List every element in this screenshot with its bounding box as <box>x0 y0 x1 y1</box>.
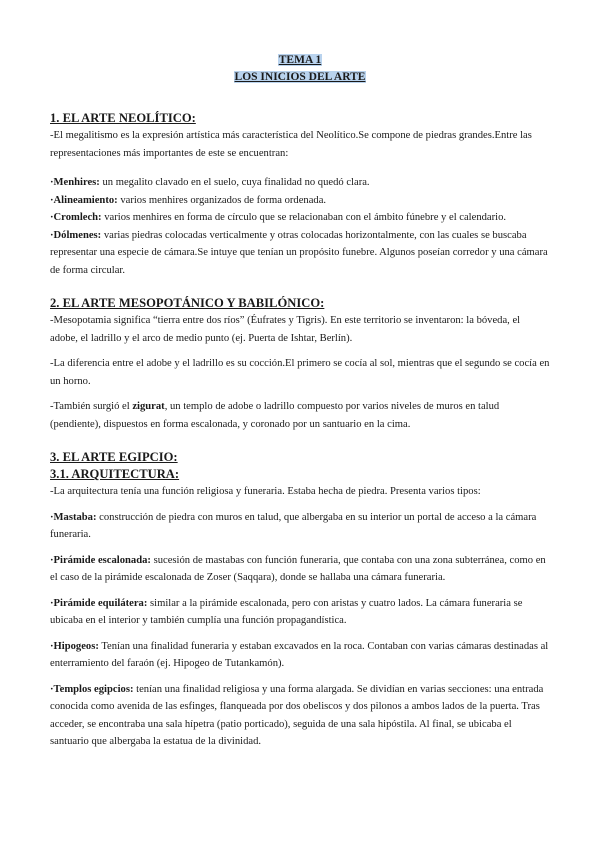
item-term: ·Templos egipcios: <box>50 683 134 695</box>
text-run: -También surgió el <box>50 401 133 412</box>
text-run: , un templo de adobe o ladrillo compuesto por varios niveles de muros en talud (pendiente), dispuestos en forma escalonada, y coronado por un santuario en la cima. <box>50 401 500 430</box>
item-text: varios menhires organizados de forma ordenada. <box>117 194 327 206</box>
item-text: un megalito clavado en el suelo, cuya finalidad no quedó clara. <box>99 177 370 188</box>
item-text: similar a la pirámide escalonada, pero con aristas y cuatro lados. La cámara funeraria se ubicaba en el interior y también cumplía una función propagandística. <box>50 597 523 626</box>
item-term: ·Pirámide escalonada: <box>50 554 151 566</box>
item-text: varias piedras colocadas verticalmente y otras colocadas horizontalmente, con las cuales se buscaba representar una especie de cámara.Se intuye que tenían un propósito funebre. Algunos poseían corredor y una cámara de forma circular. <box>50 229 548 276</box>
section-3-1-heading: 3.1. ARQUITECTURA: <box>50 467 180 481</box>
section-2-paragraph-2: -La diferencia entre el adobe y el ladrillo es su cocción.El primero se cocía al sol, mientras que el segundo se cocía en un horno. <box>50 358 550 387</box>
section-3-intro: -La arquitectura tenía una función religiosa y funeraria. Estaba hecha de piedra. Presenta varios tipos: <box>50 486 481 497</box>
list-item <box>50 174 550 192</box>
item-term: ·Menhires: <box>50 177 100 188</box>
document-page <box>50 52 550 751</box>
item-text: sucesión de mastabas con función funeraria, que contaba con una zona subterránea, como en el caso de la pirámide escalonada de Zoser (Saqqara), donde se hallaba una cámara funeraria. <box>50 554 546 583</box>
item-text: construcción de piedra con muros en talud, que albergaba en su interior un portal de acceso a la cámara funeraria. <box>50 511 537 540</box>
list-item <box>50 227 550 280</box>
section-1-intro: -El megalitismo es la expresión artística más característica del Neolítico.Se compone de piedras grandes.Entre las representaciones más importantes de este se encuentran: <box>50 130 532 159</box>
section-2-paragraph-1: -Mesopotamia significa “tierra entre dos ríos” (Éufrates y Tigris). En este territorio se inventaron: la bóveda, el adobe, el ladrillo y el arco de medio punto (ej. Puerta de Ishtar, Berlín). <box>50 315 521 344</box>
list-item <box>50 209 550 227</box>
item-text: varios menhires en forma de círculo que se relacionaban con el ámbito fúnebre y el calendario. <box>101 212 507 223</box>
item-term: ·Alineamiento: <box>50 194 118 206</box>
item-term: ·Cromlech: <box>50 212 102 223</box>
zigurat-term: zigurat <box>132 401 165 412</box>
list-item <box>50 192 550 210</box>
item-term: ·Dólmenes: <box>50 229 102 241</box>
item-text: Tenían una finalidad funeraria y estaban excavados en la roca. Contaban con varias cámaras destinadas al enterramiento del faraón (ej. Hipogeo de Tutankamón). <box>50 640 549 669</box>
section-1-heading: 1. EL ARTE NEOLÍTICO: <box>50 111 196 125</box>
section-3-heading: 3. EL ARTE EGIPCIO: <box>50 450 178 464</box>
section-2-paragraph-3 <box>50 398 550 433</box>
section-2-heading: 2. EL ARTE MESOPOTÁNICO Y BABILÓNICO: <box>50 296 325 310</box>
item-term: ·Pirámide equilátera: <box>50 597 148 609</box>
item-term: ·Hipogeos: <box>50 640 99 652</box>
list-item <box>50 638 550 673</box>
item-term: ·Mastaba: <box>50 511 97 523</box>
document-title <box>50 52 550 86</box>
list-item <box>50 509 550 544</box>
title-line-2: LOS INICIOS DEL ARTE <box>234 71 366 83</box>
item-text: tenían una finalidad religiosa y una forma alargada. Se dividían en varias secciones: una entrada conocida como avenida de las esfinges, flanqueada por dos obeliscos y dos pilonos a ambos lados de la puerta. Tras acceder, se encontraba una sala hípetra (patio porticado), seguida de una sala hipóstila. Al final, se ubicaba el santuario que albergaba la estatua de la divinidad. <box>50 683 544 747</box>
list-item <box>50 681 550 751</box>
title-line-1: TEMA 1 <box>278 54 322 66</box>
list-item <box>50 595 550 630</box>
list-item <box>50 552 550 587</box>
